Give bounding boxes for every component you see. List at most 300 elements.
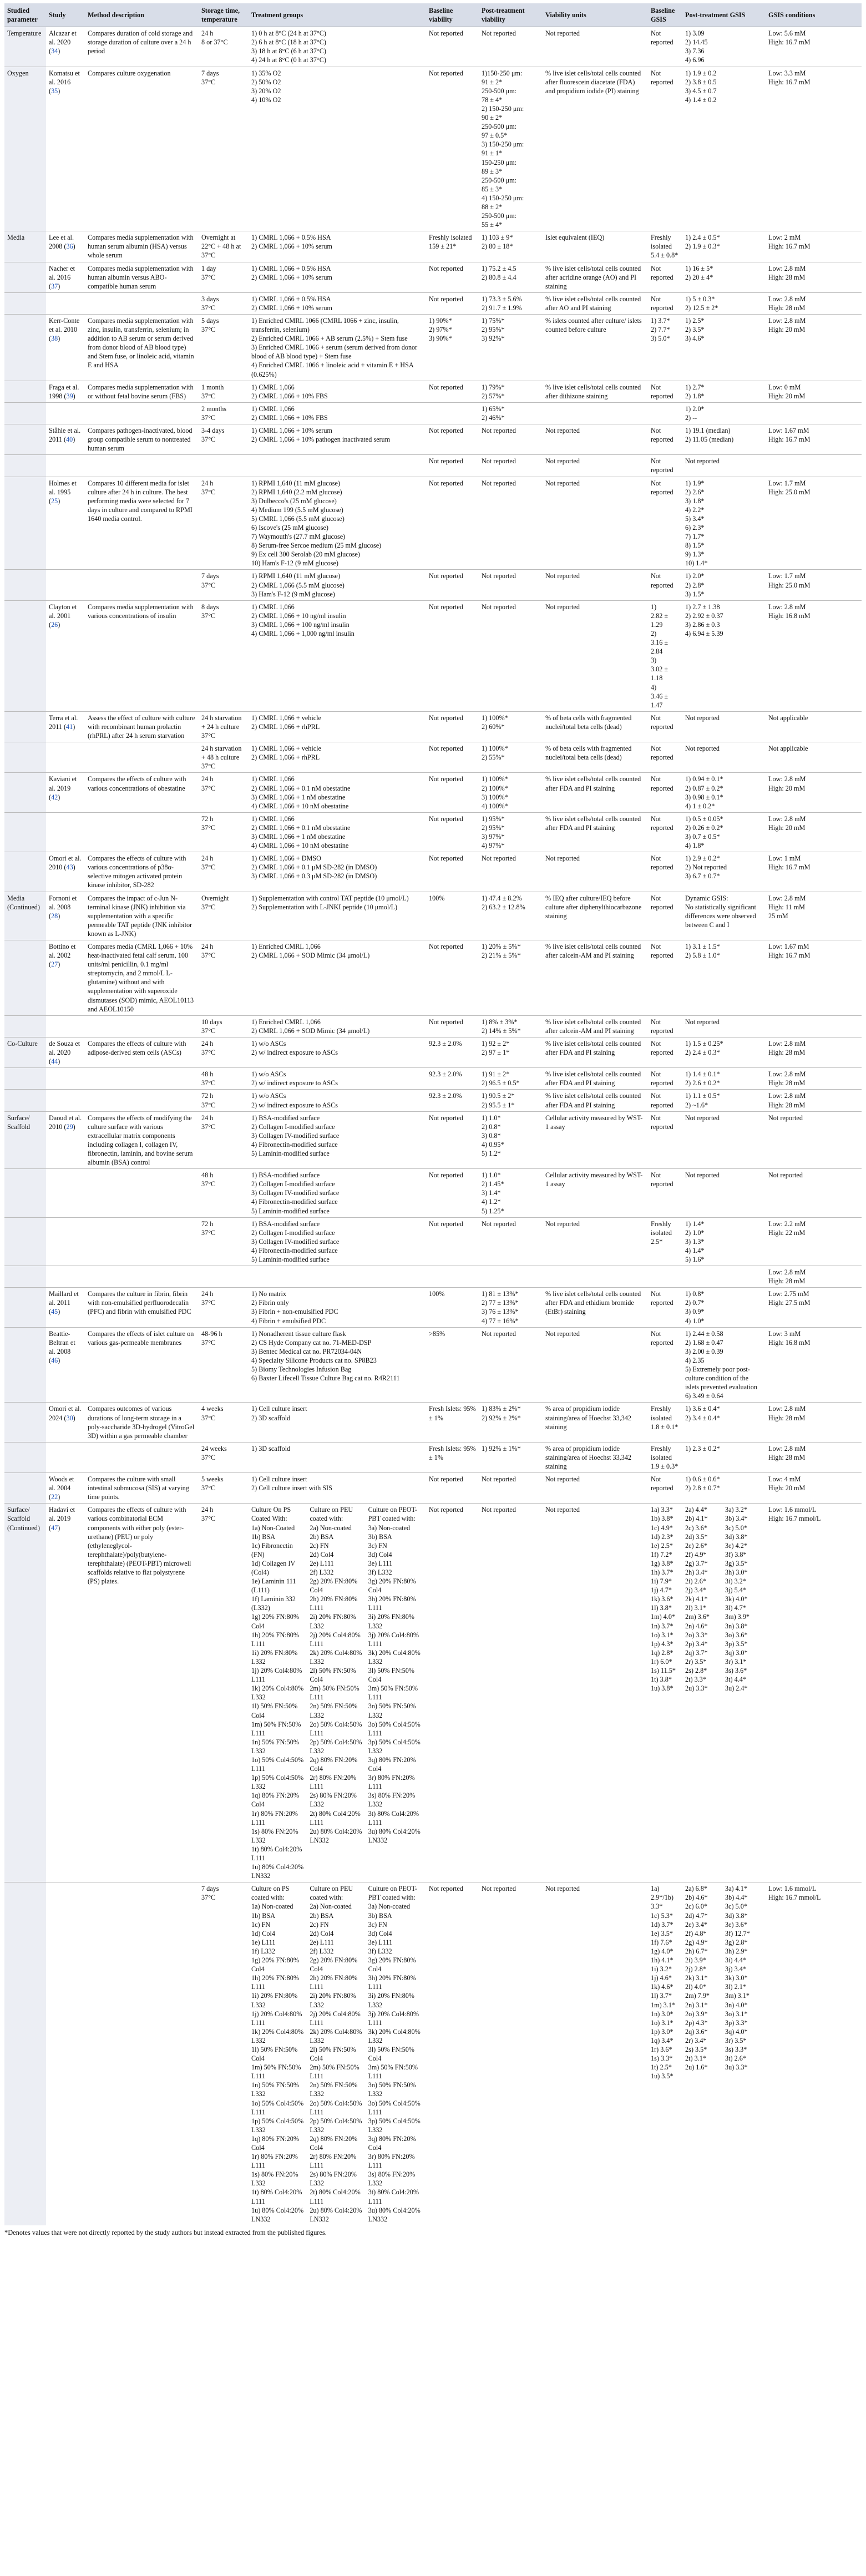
method-cell xyxy=(85,1169,199,1217)
post-viability-cell: 1) 75.2 ± 4.5 2) 80.8 ± 4.4 xyxy=(479,262,543,292)
column-header: Post-treatment viability xyxy=(479,3,543,27)
studied-parameter-cell xyxy=(4,1288,46,1327)
studied-parameter-cell xyxy=(4,1403,46,1442)
post-gsis-cell: Not reported xyxy=(682,1169,766,1217)
table-body xyxy=(4,27,862,2225)
baseline-viability-cell: Not reported xyxy=(426,381,479,402)
gsis-conditions-cell: Low: 1.7 mM High: 25.0 mM xyxy=(766,477,862,570)
baseline-gsis-cell: 1) 2.82 ± 1.29 2) 3.16 ± 2.84 3) 3.02 ± 1.18 4) 3.46 ± 1.47 xyxy=(648,600,682,711)
table-row xyxy=(4,315,862,381)
baseline-gsis-cell: 1a) 3.3* 1b) 3.8* 1c) 4.9* 1d) 2.3* 1e) 2.5* 1f) 7.2* 1g) 3.8* 1h) 3.7* 1i) 7.9* 1j) 4.7* 1k) 3.6* 1l) 3.8* 1m) 4.0* 1n) 3.7* 1o) 3.1* 1p) 4.3* 1q) 2.8* 1r) 6.0* 1s) 11.5* 1t) 3.8* 1u) 3.8* xyxy=(648,1504,682,1882)
study-name: Bottino et al. 2002 xyxy=(49,943,76,960)
gsis-conditions-cell xyxy=(766,455,862,477)
baseline-gsis-cell: 1) 3.7* 2) 7.7* 3) 5.0* xyxy=(648,315,682,381)
baseline-gsis-cell: Freshly isolated 1.9 ± 0.3* xyxy=(648,1442,682,1472)
table-row xyxy=(4,27,862,67)
studied-parameter-cell xyxy=(4,1068,46,1090)
post-gsis-subcolumn: 3a) 4.1* 3b) 4.4* 3c) 5.0* 3d) 3.8* 3e) 3.6* 3f) 12.7* 3g) 2.8* 3h) 2.9* 3i) 4.4* 3j) 3.4* 3k) 3.0* 3l) 2.1* 3m) 3.1* 3n) 4.0* 3o) 3.1* 3p) 3.3* 3q) 4.0* 3r) 3.5* 3s) 3.3* 3t) 2.6* 3u) 3.3* xyxy=(725,1885,750,2072)
treatment-cell: 1) CMRL 1,066 2) CMRL 1,066 + 10% FBS xyxy=(249,381,426,402)
storage-cell: 8 days 37°C xyxy=(199,600,249,711)
gsis-conditions-cell: Low: 2.8 mM High: 20 mM xyxy=(766,773,862,812)
baseline-viability-cell: 100% xyxy=(426,1288,479,1327)
baseline-gsis-cell: Not reported xyxy=(648,852,682,892)
gsis-conditions-cell: Low: 3.3 mM High: 16.7 mM xyxy=(766,67,862,231)
baseline-gsis-cell: Not reported xyxy=(648,1288,682,1327)
baseline-viability-cell: 92.3 ± 2.0% xyxy=(426,1068,479,1090)
viability-units-cell: Not reported xyxy=(543,455,648,477)
method-cell: Compares the impact of c-Jun N-terminal kinase (JNK) inhibition via supplementation with a specific permeable TAT peptide (JNK inhibitor known as L-JNK) xyxy=(85,892,199,940)
studied-parameter-cell xyxy=(4,773,46,812)
baseline-gsis-cell: Not reported xyxy=(648,1090,682,1111)
method-cell xyxy=(85,1266,199,1288)
viability-units-cell: % live islet cells/total cells counted after calcein-AM and PI staining xyxy=(543,940,648,1016)
study-cell: Hadavi et al. 2019 (47) xyxy=(46,1504,85,1882)
footnote: *Denotes values that were not directly reported by the study authors but instead extracted from the published figures. xyxy=(4,2228,327,2236)
post-gsis-cell: 1) 16 ± 5* 2) 20 ± 4* xyxy=(682,262,766,292)
viability-units-cell: % islets counted after culture/ islets counted before culture xyxy=(543,315,648,381)
viability-units-cell: Not reported xyxy=(543,852,648,892)
storage-cell: 24 h 37°C xyxy=(199,477,249,570)
gsis-conditions-cell: Not reported xyxy=(766,1169,862,1217)
method-cell: Compares the culture in fibrin, fibrin with non-emulsified perfluorodecalin (PFC) and fibrin with emulsified PDC xyxy=(85,1288,199,1327)
table-row xyxy=(4,424,862,455)
citation-link[interactable]: 35 xyxy=(51,87,58,95)
citation-link[interactable]: 36 xyxy=(66,242,73,251)
viability-units-cell: Cellular activity measured by WST-1 assay xyxy=(543,1111,648,1169)
treatment-cell: 1) Enriched CMRL 1,066 2) CMRL 1,066 + SOD Mimic (34 μmol/L) xyxy=(249,1015,426,1037)
post-gsis-cell: 1) 2.7* 2) 1.8* xyxy=(682,381,766,402)
column-header: Storage time, temperature xyxy=(199,3,249,27)
post-viability-cell: Not reported xyxy=(479,600,543,711)
post-gsis-cell: Not reported xyxy=(682,1015,766,1037)
post-viability-cell: 1) 79%* 2) 57%* xyxy=(479,381,543,402)
citation-link[interactable]: 41 xyxy=(66,722,73,731)
studied-parameter-cell xyxy=(4,262,46,292)
post-viability-cell: Not reported xyxy=(479,1473,543,1504)
citation-link[interactable]: 37 xyxy=(51,282,58,290)
studied-parameter-cell xyxy=(4,1266,46,1288)
viability-units-cell: % live islet cells/total cells counted after FDA and PI staining xyxy=(543,773,648,812)
post-viability-cell: 1) 81 ± 13%* 2) 77 ± 13%* 3) 76 ± 13%* 4) 77 ± 16%* xyxy=(479,1288,543,1327)
baseline-viability-cell: Not reported xyxy=(426,67,479,231)
citation-link[interactable]: 44 xyxy=(51,1057,58,1066)
viability-units-cell: Not reported xyxy=(543,1327,648,1403)
post-viability-cell: 1) 47.4 ± 8.2% 2) 63.2 ± 12.8% xyxy=(479,892,543,940)
method-cell: Compares the effects of culture with various combinatorial ECM components with either poly (ester-urethane) (PEU) or poly (ethyleneglycol-terephthalate)/poly(butylene-terephthalate) (PEOT-PBT) microwell scaffolds relative to flat polystyrene (PS) plates. xyxy=(85,1504,199,1882)
treatment-cell: 1) Cell culture insert 2) Cell culture insert with SIS xyxy=(249,1473,426,1504)
storage-cell: 24 h 37°C xyxy=(199,773,249,812)
gsis-conditions-cell: Low: 4 mM High: 20 mM xyxy=(766,1473,862,1504)
studied-parameter-cell: Oxygen xyxy=(4,67,46,231)
method-cell xyxy=(85,402,199,424)
study-table xyxy=(4,3,862,2225)
treatment-cell xyxy=(249,1882,426,2225)
baseline-gsis-cell: Not reported xyxy=(648,1327,682,1403)
gsis-conditions-cell: Low: 2.8 mM High: 28 mM xyxy=(766,1442,862,1472)
study-name: Terra et al. 2011 xyxy=(49,713,78,731)
studied-parameter-cell xyxy=(4,424,46,455)
table-row xyxy=(4,1111,862,1169)
treatment-cell: 1) CMRL 1,066 2) CMRL 1,066 + 0.1 nM obestatine 3) CMRL 1,066 + 1 nM obestatine 4) CMRL 1,066 + 10 nM obestatine xyxy=(249,812,426,852)
baseline-viability-cell: Not reported xyxy=(426,570,479,600)
viability-units-cell: % live islet cells/total cells counted after acridine orange (AO) and PI staining xyxy=(543,262,648,292)
table-row xyxy=(4,812,862,852)
viability-units-cell: Not reported xyxy=(543,1473,648,1504)
gsis-conditions-cell: Low: 1 mM High: 16.7 mM xyxy=(766,852,862,892)
post-viability-cell: 1) 92 ± 2* 2) 97 ± 1* xyxy=(479,1037,543,1067)
table-row xyxy=(4,1288,862,1327)
viability-units-cell: Not reported xyxy=(543,1504,648,1882)
treatment-subcolumn: Culture on PS coated with: 1a) Non-coated 1b) BSA 1c) FN 1d) Col4 1e) L111 1f) L332 1g) 20% FN:80% Col4 1h) 20% FN:80% L111 1i) 20% FN:80% L332 1j) 20% Col4:80% L111 1k) 20% Col4:80% L332 1l) 50% FN:50% Col4 1m) 50% FN:50% L111 1n) 50% FN:50% L332 1o) 50% Col4:50% L111 1p) 50% Col4:50% L332 1q) 80% FN:20% Col4 1r) 80% FN:20% L111 1s) 80% FN:20% L332 1t) 80% Col4:20% L111 1u) 80% Col4:20% LN332 xyxy=(251,1885,304,2223)
gsis-conditions-cell: Low: 2.8 mM High: 20 mM xyxy=(766,315,862,381)
study-name: Nacher et al. 2016 xyxy=(49,264,75,281)
post-gsis-cell xyxy=(682,1504,766,1882)
post-gsis-cell: Not reported xyxy=(682,1111,766,1169)
study-cell: Daoud et al. 2010 (29) xyxy=(46,1111,85,1169)
treatment-cell: 1) BSA-modified surface 2) Collagen I-modified surface 3) Collagen IV-modified surface 4) Fibronectin-modified surface 5) Laminin-modified surface xyxy=(249,1217,426,1266)
post-gsis-subcolumn: 3a) 3.2* 3b) 3.4* 3c) 5.0* 3d) 3.8* 3e) 4.2* 3f) 3.8* 3g) 3.5* 3h) 3.0* 3i) 3.2* 3j) 5.4* 3k) 4.0* 3l) 4.7* 3m) 3.9* 3n) 3.8* 3o) 3.6* 3p) 3.5* 3q) 3.0* 3r) 3.1* 3s) 3.6* 3t) 4.4* 3u) 2.4* xyxy=(725,1506,750,1693)
citation-link[interactable]: 29 xyxy=(66,1122,73,1131)
study-cell xyxy=(46,1266,85,1288)
post-viability-cell: Not reported xyxy=(479,1217,543,1266)
table-row xyxy=(4,1327,862,1403)
citation-link[interactable]: 42 xyxy=(51,793,58,801)
citation-link[interactable]: 45 xyxy=(51,1308,58,1316)
method-cell: Compares the effects of culture with adipose-derived stem cells (ASCs) xyxy=(85,1037,199,1067)
treatment-cell: 1) BSA-modified surface 2) Collagen I-modified surface 3) Collagen IV-modified surface 4) Fibronectin-modified surface 5) Laminin-modified surface xyxy=(249,1169,426,1217)
method-cell: Compares the effects of modifying the culture surface with various extracellular matrix components including collagen I, collagen IV, fibronectin, laminin, and bovine serum albumin (BSA) control xyxy=(85,1111,199,1169)
gsis-conditions-cell: Low: 2.8 mM High: 28 mM xyxy=(766,1068,862,1090)
study-cell: Lee et al. 2008 (36) xyxy=(46,231,85,262)
post-viability-cell: Not reported xyxy=(479,477,543,570)
method-cell: Compares the culture with small intestinal submucosa (SIS) at varying time points. xyxy=(85,1473,199,1504)
baseline-gsis-cell: Not reported xyxy=(648,1473,682,1504)
gsis-conditions-cell: Low: 2.8 mM High: 28 mM xyxy=(766,292,862,314)
study-cell xyxy=(46,292,85,314)
table-row xyxy=(4,262,862,292)
post-gsis-cell: 1) 1.4 ± 0.1* 2) 2.6 ± 0.2* xyxy=(682,1068,766,1090)
studied-parameter-cell xyxy=(4,1217,46,1266)
viability-units-cell xyxy=(543,1266,648,1288)
column-header: Study xyxy=(46,3,85,27)
study-cell xyxy=(46,1882,85,2225)
viability-units-cell: Not reported xyxy=(543,424,648,455)
viability-units-cell: Not reported xyxy=(543,1217,648,1266)
table-row xyxy=(4,1403,862,1442)
baseline-gsis-cell xyxy=(648,402,682,424)
storage-cell: 4 weeks 37°C xyxy=(199,1403,249,1442)
column-header: Studied parameter xyxy=(4,3,46,27)
storage-cell: 3-4 days 37°C xyxy=(199,424,249,455)
baseline-gsis-cell: Freshly isolated 2.5* xyxy=(648,1217,682,1266)
post-viability-cell: 1) 8% ± 3%* 2) 14% ± 5%* xyxy=(479,1015,543,1037)
citation-link[interactable]: 22 xyxy=(51,1493,58,1501)
column-header: Baseline viability xyxy=(426,3,479,27)
baseline-viability-cell: Freshly isolated 159 ± 21* xyxy=(426,231,479,262)
citation-link[interactable]: 46 xyxy=(51,1356,58,1364)
treatment-cell: 1) 3D scaffold xyxy=(249,1442,426,1472)
viability-units-cell: Not reported xyxy=(543,1882,648,2225)
post-gsis-cell: Dynamic GSIS: No statistically significant differences were observed between C and I xyxy=(682,892,766,940)
gsis-conditions-cell: Low: 2.8 mM High: 16.8 mM xyxy=(766,600,862,711)
viability-units-cell: Cellular activity measured by WST-1 assay xyxy=(543,1169,648,1217)
study-cell xyxy=(46,812,85,852)
studied-parameter-cell: Surface/ Scaffold xyxy=(4,1111,46,1169)
viability-units-cell: % live islet cells/total cells counted after dithizone staining xyxy=(543,381,648,402)
treatment-cell: 1) RPMI 1,640 (11 mM glucose) 2) CMRL 1,066 (5.5 mM glucose) 3) Ham's F-12 (9 mM glucose) xyxy=(249,570,426,600)
baseline-gsis-cell: Not reported xyxy=(648,262,682,292)
post-viability-cell: 1) 73.3 ± 5.6% 2) 91.7 ± 1.9% xyxy=(479,292,543,314)
post-gsis-subcolumns xyxy=(685,1884,763,2072)
storage-cell: Overnight 37°C xyxy=(199,892,249,940)
post-viability-cell: Not reported xyxy=(479,1327,543,1403)
treatment-cell: 1) w/o ASCs 2) w/ indirect exposure to ASCs xyxy=(249,1037,426,1067)
study-cell: Kaviani et al. 2019 (42) xyxy=(46,773,85,812)
baseline-viability-cell: Not reported xyxy=(426,292,479,314)
table-row xyxy=(4,892,862,940)
study-cell: Komatsu et al. 2016 (35) xyxy=(46,67,85,231)
citation-link[interactable]: 47 xyxy=(51,1524,58,1532)
method-cell: Compares 10 different media for islet culture after 24 h in culture. The best performing media were selected for 7 days in culture and compared to RPMI 1640 media control. xyxy=(85,477,199,570)
citation-link[interactable]: 43 xyxy=(66,863,73,872)
treatment-cell: 1) Enriched CMRL 1066 (CMRL 1066 + zinc, insulin, transferrin, selenium) 2) Enriched CMRL 1066 + AB serum (2.5%) + Stem fuse 3) Enriched CMRL 1066 + serum (serum derived from donor blood of AB blood type) + Stem fuse 4) Enriched CMRL 1066 + linoleic acid + vitamin E + HSA (0.625%) xyxy=(249,315,426,381)
treatment-cell: 1) CMRL 1,066 + DMSO 2) CMRL 1,066 + 0.1 μM SD-282 (in DMSO) 3) CMRL 1,066 + 0.3 μM SD-282 (in DMSO) xyxy=(249,852,426,892)
gsis-conditions-cell: Low: 2.75 mM High: 27.5 mM xyxy=(766,1288,862,1327)
study-name: Fornoni et al. 2008 xyxy=(49,894,77,911)
study-cell: Clayton et al. 2001 (26) xyxy=(46,600,85,711)
studied-parameter-cell xyxy=(4,1015,46,1037)
method-cell xyxy=(85,1068,199,1090)
study-cell: Beattie-Beltran et al. 2008 (46) xyxy=(46,1327,85,1403)
study-name: Omori et al. 2010 xyxy=(49,854,82,872)
method-cell xyxy=(85,455,199,477)
viability-units-cell: Not reported xyxy=(543,27,648,67)
table-row xyxy=(4,67,862,231)
baseline-gsis-cell: Not reported xyxy=(648,1068,682,1090)
study-name: Ståhle et al. 2011 xyxy=(49,427,81,444)
baseline-viability-cell: Not reported xyxy=(426,812,479,852)
baseline-gsis-cell: Not reported xyxy=(648,455,682,477)
baseline-gsis-cell: Not reported xyxy=(648,742,682,773)
method-cell: Compares duration of cold storage and storage duration of culture over a 24 h period xyxy=(85,27,199,67)
method-cell xyxy=(85,1015,199,1037)
storage-cell: 24 h 37°C xyxy=(199,1504,249,1882)
baseline-viability-cell: Not reported xyxy=(426,773,479,812)
method-cell: Compares pathogen-inactivated, blood group compatible serum to nontreated human serum xyxy=(85,424,199,455)
studied-parameter-cell xyxy=(4,315,46,381)
column-header: Viability units xyxy=(543,3,648,27)
treatment-subcolumn: Culture on PEOT-PBT coated with: 3a) Non-coated 3b) BSA 3c) FN 3d) Col4 3e) L111 3f) L332 3g) 20% FN:80% Col4 3h) 20% FN:80% L111 3i) 20% FN:80% L332 3j) 20% Col4:80% L111 3k) 20% Col4:80% L332 3l) 50% FN:50% Col4 3m) 50% FN:50% L111 3n) 50% FN:50% L332 3o) 50% Col4:50% L111 3p) 50% Col4:50% L332 3q) 80% FN:20% Col4 3r) 80% FN:20% L111 3s) 80% FN:20% L332 3t) 80% Col4:20% L111 3u) 80% Col4:20% LN332 xyxy=(368,1885,421,2223)
citation-link[interactable]: 38 xyxy=(51,335,58,343)
treatment-subcolumns xyxy=(251,1884,423,2224)
viability-units-cell: % live islet cells/total cells counted after FDA and PI staining xyxy=(543,1037,648,1067)
baseline-viability-cell: Not reported xyxy=(426,424,479,455)
table-row xyxy=(4,292,862,314)
baseline-viability-cell: Fresh Islets: 95% ± 1% xyxy=(426,1442,479,1472)
study-name: Lee et al. 2008 xyxy=(49,234,74,251)
treatment-cell: 1) CMRL 1,066 + 10% serum 2) CMRL 1,066 + 10% pathogen inactivated serum xyxy=(249,424,426,455)
studied-parameter-cell xyxy=(4,1473,46,1504)
baseline-viability-cell: Not reported xyxy=(426,711,479,742)
study-cell: Ståhle et al. 2011 (40) xyxy=(46,424,85,455)
study-cell: Bottino et al. 2002 (27) xyxy=(46,940,85,1016)
viability-units-cell: % of beta cells with fragmented nuclei/total beta cells (dead) xyxy=(543,711,648,742)
table-row xyxy=(4,742,862,773)
post-gsis-cell: 1) 0.94 ± 0.1* 2) 0.87 ± 0.2* 3) 0.98 ± 0.1* 4) 1 ± 0.2* xyxy=(682,773,766,812)
table-row xyxy=(4,1442,862,1472)
table-row xyxy=(4,1068,862,1090)
storage-cell: 24 h starvation + 24 h culture 37°C xyxy=(199,711,249,742)
treatment-subcolumn: Culture on PEOT-PBT coated with: 3a) Non-coated 3b) BSA 3c) FN 3d) Col4 3e) L111 3f) L332 3g) 20% FN:80% Col4 3h) 20% FN:80% L111 3i) 20% FN:80% L332 3j) 20% Col4:80% L111 3k) 20% Col4:80% L332 3l) 50% FN:50% Col4 3m) 50% FN:50% L111 3n) 50% FN:50% L332 3o) 50% Col4:50% L111 3p) 50% Col4:50% L332 3q) 80% FN:20% Col4 3r) 80% FN:20% L111 3s) 80% FN:20% L332 3t) 80% Col4:20% L111 3u) 80% Col4:20% LN332 xyxy=(368,1506,421,1844)
baseline-viability-cell: 1) 90%* 2) 97%* 3) 90%* xyxy=(426,315,479,381)
post-viability-cell: 1) 1.0* 2) 0.8* 3) 0.8* 4) 0.95* 5) 1.2* xyxy=(479,1111,543,1169)
baseline-gsis-cell: Not reported xyxy=(648,67,682,231)
study-cell: Maillard et al. 2011 (45) xyxy=(46,1288,85,1327)
citation-link[interactable]: 28 xyxy=(51,912,58,920)
storage-cell xyxy=(199,455,249,477)
treatment-cell: 1) Supplementation with control TAT peptide (10 μmol/L) 2) Supplementation with L-JNKI peptide (10 μmol/L) xyxy=(249,892,426,940)
studied-parameter-cell xyxy=(4,570,46,600)
post-viability-cell xyxy=(479,1266,543,1288)
study-cell: Terra et al. 2011 (41) xyxy=(46,711,85,742)
treatment-cell: 1) Enriched CMRL 1,066 2) CMRL 1,066 + SOD Mimic (34 μmol/L) xyxy=(249,940,426,1016)
gsis-conditions-cell: Low: 1.67 mM High: 16.7 mM xyxy=(766,424,862,455)
study-name: Daoud et al. 2010 xyxy=(49,1114,82,1131)
baseline-viability-cell: Not reported xyxy=(426,742,479,773)
study-name: Fraga et al. 1998 xyxy=(49,383,79,400)
viability-units-cell: % area of propidium iodide staining/area of Hoechst 33,342 staining xyxy=(543,1403,648,1442)
baseline-gsis-cell: 1a) 2.9*/1b) 3.3* 1c) 5.3* 1d) 3.7* 1e) 3.5* 1f) 7.6* 1g) 4.0* 1h) 4.1* 1i) 3.2* 1j) 4.6* 1k) 4.6* 1l) 3.7* 1m) 3.1* 1n) 3.0* 1o) 3.1* 1p) 3.0* 1q) 3.4* 1r) 3.6* 1s) 3.3* 1t) 2.5* 1u) 3.5* xyxy=(648,1882,682,2225)
post-viability-cell: Not reported xyxy=(479,1882,543,2225)
study-cell xyxy=(46,1169,85,1217)
storage-cell: Overnight at 22°C + 48 h at 37°C xyxy=(199,231,249,262)
viability-units-cell: Islet equivalent (IEQ) xyxy=(543,231,648,262)
gsis-conditions-cell xyxy=(766,402,862,424)
column-header: Method description xyxy=(85,3,199,27)
storage-cell: 10 days 37°C xyxy=(199,1015,249,1037)
method-cell: Compares the effects of culture with various concentrations of obestatine xyxy=(85,773,199,812)
studied-parameter-cell xyxy=(4,711,46,742)
viability-units-cell: % live islet cells/total cells counted after fluorescein diacetate (FDA) and propidium iodide (PI) staining xyxy=(543,67,648,231)
treatment-cell: 1) CMRL 1,066 + vehicle 2) CMRL 1,066 + rhPRL xyxy=(249,711,426,742)
study-cell: Nacher et al. 2016 (37) xyxy=(46,262,85,292)
study-cell: Woods et al. 2004 (22) xyxy=(46,1473,85,1504)
baseline-gsis-cell: Freshly isolated 1.8 ± 0.1* xyxy=(648,1403,682,1442)
post-gsis-cell xyxy=(682,1266,766,1288)
gsis-conditions-cell xyxy=(766,1015,862,1037)
study-cell: Holmes et al. 1995 (25) xyxy=(46,477,85,570)
method-cell: Compares media (CMRL 1,066 + 10% heat-inactivated fetal calf serum, 100 units/ml penicillin, 0.1 mg/ml streptomycin, and 2 mmol/L L-glutamine) without and with supplementation with superoxide dismutases (SOD) mimic, AEOL10113 and AEOL10150 xyxy=(85,940,199,1016)
post-gsis-cell: 1) 2.0* 2) -- xyxy=(682,402,766,424)
study-cell xyxy=(46,1442,85,1472)
baseline-viability-cell: Not reported xyxy=(426,27,479,67)
citation-link[interactable]: 39 xyxy=(66,392,73,400)
table-row xyxy=(4,1217,862,1266)
citation-link[interactable]: 30 xyxy=(66,1414,73,1422)
storage-cell: 24 h 37°C xyxy=(199,1037,249,1067)
treatment-cell: 1) CMRL 1,066 2) CMRL 1,066 + 10 ng/ml insulin 3) CMRL 1,066 + 100 ng/ml insulin 4) CMRL 1,066 + 1,000 ng/ml insulin xyxy=(249,600,426,711)
study-cell: Omori et al. 2024 (30) xyxy=(46,1403,85,1442)
study-name: Komatsu et al. 2016 xyxy=(49,69,80,86)
study-cell xyxy=(46,1015,85,1037)
post-gsis-cell: 1) 3.1 ± 1.5* 2) 5.8 ± 1.0* xyxy=(682,940,766,1016)
treatment-cell: 1) Cell culture insert 2) 3D scaffold xyxy=(249,1403,426,1442)
treatment-cell: 1) CMRL 1,066 + 0.5% HSA 2) CMRL 1,066 + 10% serum xyxy=(249,231,426,262)
gsis-conditions-cell: Low: 1.6 mmol/L High: 16.7 mmol/L xyxy=(766,1882,862,2225)
study-cell xyxy=(46,1217,85,1266)
column-header: GSIS conditions xyxy=(766,3,862,27)
post-viability-cell: 1) 100%* 2) 55%* xyxy=(479,742,543,773)
treatment-cell: 1) w/o ASCs 2) w/ indirect exposure to ASCs xyxy=(249,1090,426,1111)
method-cell xyxy=(85,570,199,600)
post-gsis-cell: 1) 2.5* 2) 3.5* 3) 4.6* xyxy=(682,315,766,381)
post-viability-cell: Not reported xyxy=(479,570,543,600)
baseline-gsis-cell: Not reported xyxy=(648,1037,682,1067)
studied-parameter-cell: Media xyxy=(4,231,46,262)
study-cell xyxy=(46,1068,85,1090)
post-viability-cell: 1) 1.0* 2) 1.45* 3) 1.4* 4) 1.2* 5) 1.25* xyxy=(479,1169,543,1217)
studied-parameter-cell xyxy=(4,1090,46,1111)
post-viability-cell: 1) 83% ± 2%* 2) 92% ± 2%* xyxy=(479,1403,543,1442)
citation-link[interactable]: 26 xyxy=(51,620,58,629)
post-gsis-cell: 1) 5 ± 0.3* 2) 12.5 ± 2* xyxy=(682,292,766,314)
method-cell xyxy=(85,1882,199,2225)
storage-cell: 48-96 h 37°C xyxy=(199,1327,249,1403)
baseline-gsis-cell: Not reported xyxy=(648,812,682,852)
post-gsis-cell: Not reported xyxy=(682,711,766,742)
treatment-cell xyxy=(249,1504,426,1882)
post-viability-cell: 1) 91 ± 2* 2) 96.5 ± 0.5* xyxy=(479,1068,543,1090)
post-gsis-cell xyxy=(682,1882,766,2225)
column-header: Treatment groups xyxy=(249,3,426,27)
gsis-conditions-cell: Low: 1.6 mmol/L High: 16.7 mmol/L xyxy=(766,1504,862,1882)
post-viability-cell: 1) 20% ± 5%* 2) 21% ± 5%* xyxy=(479,940,543,1016)
gsis-conditions-cell: Low: 2.8 mM High: 28 mM xyxy=(766,262,862,292)
table-row xyxy=(4,1169,862,1217)
viability-units-cell: % live islet cells/total cells counted after AO and PI staining xyxy=(543,292,648,314)
storage-cell: 1 day 37°C xyxy=(199,262,249,292)
gsis-conditions-cell: Low: 2.8 mM High: 20 mM xyxy=(766,812,862,852)
citation-link[interactable]: 25 xyxy=(51,497,58,505)
post-gsis-subcolumn: 2a) 6.8* 2b) 4.6* 2c) 6.0* 2d) 4.7* 2e) 3.4* 2f) 4.8* 2g) 4.9* 2h) 6.7* 2i) 3.9* 2j) 2.8* 2k) 3.1* 2l) 4.0* 2m) 7.9* 2n) 3.1* 2o) 3.9* 2p) 4.3* 2q) 3.6* 2r) 3.4* 2s) 3.5* 2t) 3.1* 2u) 1.6* xyxy=(685,1885,710,2072)
post-gsis-cell: Not reported xyxy=(682,742,766,773)
storage-cell: 24 weeks 37°C xyxy=(199,1442,249,1472)
treatment-cell: 1) BSA-modified surface 2) Collagen I-modified surface 3) Collagen IV-modified surface 4) Fibronectin-modified surface 5) Laminin-modified surface xyxy=(249,1111,426,1169)
storage-cell: 3 days 37°C xyxy=(199,292,249,314)
baseline-gsis-cell xyxy=(648,1266,682,1288)
storage-cell: 72 h 37°C xyxy=(199,1090,249,1111)
study-cell xyxy=(46,455,85,477)
baseline-gsis-cell: Not reported xyxy=(648,292,682,314)
gsis-conditions-cell: Low: 2.8 mM High: 28 mM xyxy=(766,1266,862,1288)
table-row xyxy=(4,402,862,424)
studied-parameter-cell xyxy=(4,1327,46,1403)
study-name: Clayton et al. 2001 xyxy=(49,603,77,620)
baseline-viability-cell xyxy=(426,402,479,424)
studied-parameter-cell xyxy=(4,812,46,852)
storage-cell: 72 h 37°C xyxy=(199,1217,249,1266)
baseline-viability-cell: >85% xyxy=(426,1327,479,1403)
studied-parameter-cell: Surface/ Scaffold (Continued) xyxy=(4,1504,46,1882)
citation-link[interactable]: 34 xyxy=(51,47,58,55)
study-cell xyxy=(46,402,85,424)
gsis-conditions-cell: Not applicable xyxy=(766,742,862,773)
treatment-cell: 1) CMRL 1,066 + vehicle 2) CMRL 1,066 + rhPRL xyxy=(249,742,426,773)
citation-link[interactable]: 27 xyxy=(51,960,58,969)
method-cell: Compares outcomes of various durations of long-term storage in a poly-saccharide 3D-hydrogel (VitroGel 3D) within a gas permeable chamber xyxy=(85,1403,199,1442)
table-row xyxy=(4,570,862,600)
citation-link[interactable]: 40 xyxy=(66,436,73,444)
